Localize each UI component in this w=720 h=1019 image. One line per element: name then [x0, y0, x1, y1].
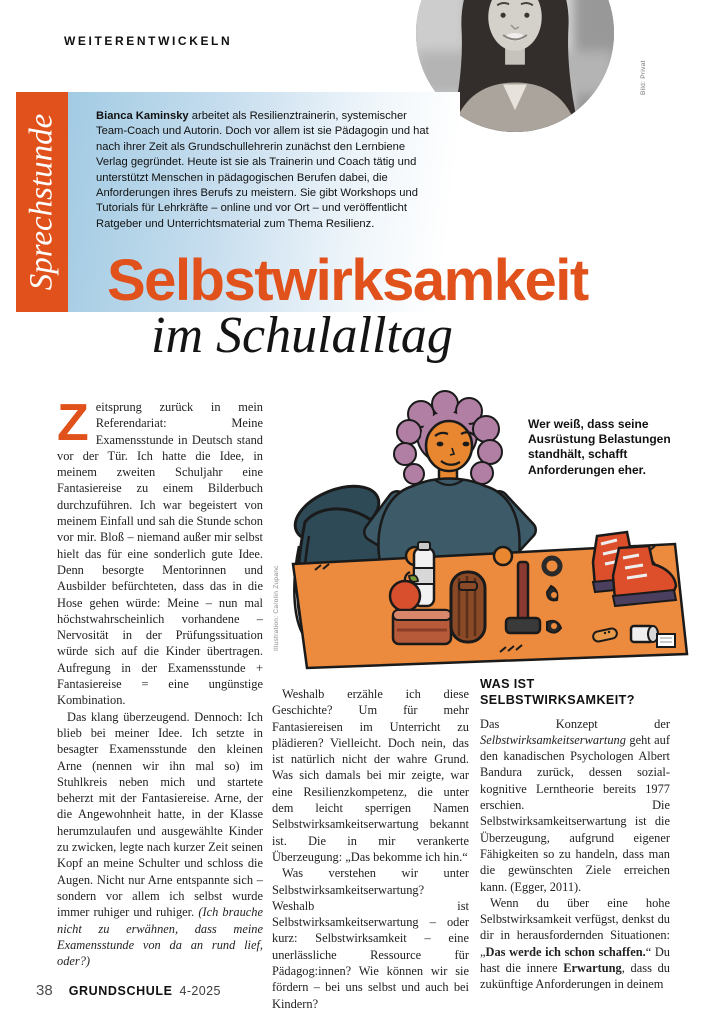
paragraph-text-bold: Erwartung	[563, 961, 622, 976]
section-banner-label: Sprechstunde	[23, 113, 60, 291]
magazine-issue: 4-2025	[179, 984, 221, 998]
paragraph: Was verstehen wir unter Selbstwirksamkeitserwartung? Weshalb ist Selbstwirksamkeitserwartung – oder kurz: Selbstwirksamkeit – eine unerlässliche Ressource für Pädagog:innen? Wie können wir sie fördern – bei uns selbst und auch bei Kindern?	[272, 866, 469, 1011]
right-hand	[494, 547, 512, 565]
paragraph-text: Das klang überzeugend. Dennoch: Ich blieb bei meiner Idee. Ich setzte in besagter Examensstunde den kleinen Arne (nennen wir ihn mal so) im Stuhlkreis neben mich und startete beherzt mit der Fantasiereise. Arne, der die Angewohnheit hatte, in der Klasse herumzulaufen und ausgewählte Kinder zu zwicken, legte nach kurzer Zeit seinen Kopf an meine Schulter und schloss die Augen. Nicht nur Arne entspannte sich – sondern vor allem ich selbst wurde immer ruhiger und ruhiger.	[57, 709, 263, 920]
headline-main: Selbstwirksamkeit	[107, 248, 588, 313]
article-column-2	[272, 686, 469, 1012]
page-footer	[36, 982, 221, 999]
paragraph: Weshalb erzähle ich diese Geschichte? Um für mehr Fantasiereisen im Unterricht zu plädieren? Vielleicht. Doch nein, das ist natürlich nicht der wahre Grund. Was sich damals bei mir zeigte, war eine Resilienzkompetenz, die unter dem leicht sperrigen Namen Selbstwirksamkeitserwartung bekannt ist. Die in mir verankerte Überzeugung: „Das bekomme ich hin.“	[272, 687, 469, 864]
rope-icon	[451, 572, 485, 642]
paragraph-text: , dass du zukünftige Anforderungen in deinem	[480, 961, 670, 992]
paragraph	[57, 394, 263, 709]
paragraph-text-bold: Das werde ich schon schaffen.	[485, 944, 646, 959]
info-box-heading: WAS IST SELBSTWIRKSAMKEIT?	[480, 677, 635, 708]
paragraph	[57, 709, 263, 970]
page-number: 38	[36, 982, 53, 999]
article-column-3	[480, 676, 670, 993]
author-bio-body: arbeitet als Resilienztrainerin, systemischer Team-Coach und Autorin. Doch vor allem ist sie Pädagogin und hat nach ihrer Zeit als Grundschullehrerin zunächst den Lernbiene Verlag gegründet. Heute ist sie als Trainerin und Coach tätig und unterstützt Menschen in pädagogischen Berufen dabei, die Anforderungen ihres Berufs zu meistern. Sie gibt Workshops und Tutorials für Lehrkräfte – online und vor Ort – und veröffentlicht Ratgeber und Unterrichtsmaterial zum Thema Resilienz.	[96, 110, 429, 230]
paragraph-text-italic: Selbstwirksamkeitserwartung	[480, 732, 626, 747]
paragraph-text: Das Konzept der	[480, 716, 670, 731]
headline-sub: im Schulalltag	[151, 307, 453, 364]
paragraph-text: Wenn du über eine hohe Selbstwirksamkeit verfügst, denkst du dir in herausfordernden Situationen: „	[480, 895, 670, 959]
paragraph-text: geht auf den kanadischen Psychologen Albert Bandura zurück, dessen sozial-kognitive Lerntheorie bereits 1977 erschien. Die Selbstwirksamkeitserwartung ist die Überzeugung, aufgrund eigener Fähigkeiten so zu handeln, dass man die gewünschten Ziele erreichen kann. (Egger, 2011).	[480, 732, 670, 894]
paragraph-text: “ Du hast die innere	[480, 944, 670, 976]
article-column-1	[57, 394, 264, 969]
kicker: WEITERENTWICKELN	[64, 34, 233, 48]
magazine-title: GRUNDSCHULE	[68, 984, 173, 998]
paragraph-text: eitsprung zurück in mein Referendariat: Meine Examensstunde in Deutsch stand vor der Tür. Ich hatte die Idee, in meinem zweiten Schuljahr eine Fantasiereise zu einem Bilderbuch durchzuführen. Ich war begeistert von meinem Einfall und sah die Stunde schon vor mir. Bloß – niemand außer mir selbst hielt das für eine sonderlich gute Idee. Denn besorgte Mentorinnen und Ausbilder befürchteten, dass das in die Hose gehen würde: Meine – nun mal höchstwahrscheinlich vorhandene – Nervosität in der Prüfungssituation würde sich auf die Kinder übertragen. Aufregung in der Examensstunde + Fantasiereise = eine ungünstige Kombination.	[57, 400, 263, 708]
paragraph-text-italic: (Ich brauche nicht zu erwähnen, dass meine Examensstunde von da an rund lief, oder?)	[57, 905, 264, 969]
paragraph	[480, 716, 670, 895]
section-banner	[16, 92, 68, 312]
photo-credit: Bild: Privat	[640, 60, 647, 95]
lunchbox-icon	[393, 610, 451, 644]
author-name: Bianca Kaminsky	[96, 110, 189, 122]
drop-cap: Z	[57, 394, 89, 452]
author-bio-text	[96, 109, 438, 232]
illustration-credit: Illustration: Carolin Zupanc	[273, 565, 280, 651]
illustration-caption: Wer weiß, dass seine Ausrüstung Belastungen standhält, schafft Anforderungen eher.	[528, 417, 671, 477]
paragraph	[480, 895, 670, 993]
